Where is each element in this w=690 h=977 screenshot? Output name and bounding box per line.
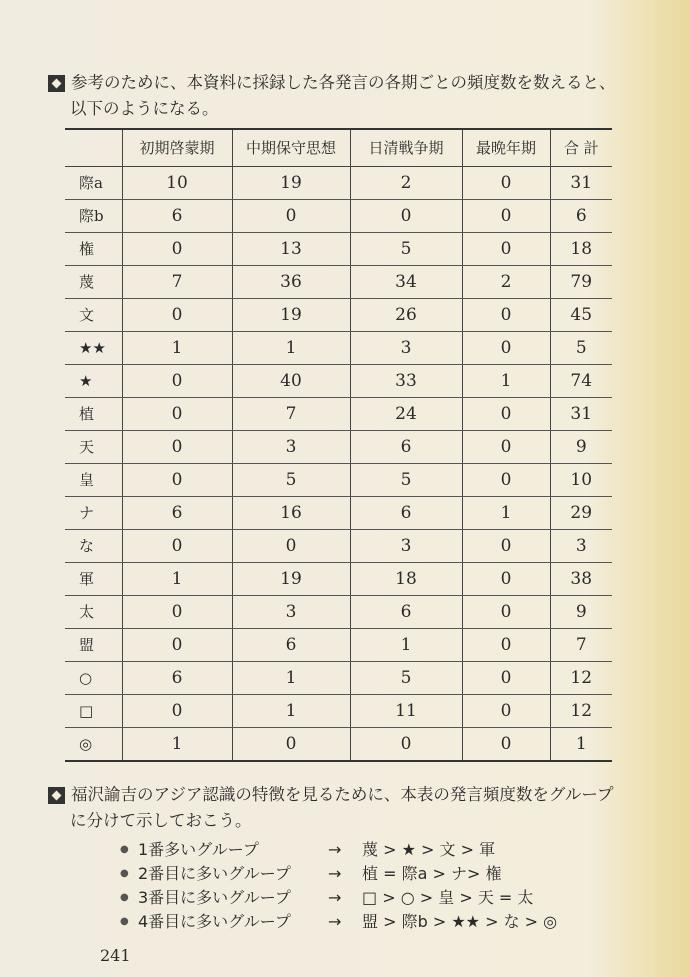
table-cell: 79	[550, 266, 612, 299]
table-cell: 5	[550, 332, 612, 365]
row-label: 蔑	[65, 266, 122, 299]
table-cell: 1	[350, 629, 462, 662]
column-header	[65, 129, 122, 167]
table-cell: 2	[350, 167, 462, 200]
group-order: 蔑 > ★ > 文 > 軍	[362, 840, 496, 859]
bullet-icon: ●	[120, 892, 129, 903]
table-cell: 13	[232, 233, 350, 266]
table-cell: 3	[350, 530, 462, 563]
table-cell: 19	[232, 167, 350, 200]
table-cell: 6	[122, 200, 232, 233]
table-cell: 0	[462, 167, 550, 200]
arrow-icon: →	[328, 912, 342, 931]
table-cell: 6	[350, 497, 462, 530]
diamond-box-icon	[48, 75, 65, 92]
table-cell: 6	[350, 596, 462, 629]
table-cell: 31	[550, 167, 612, 200]
table-cell: 0	[122, 629, 232, 662]
table-header-row	[65, 129, 612, 167]
table-cell: 36	[232, 266, 350, 299]
group-name: 3番目に多いグループ	[138, 888, 291, 907]
table-cell: 0	[462, 431, 550, 464]
table-cell: 5	[350, 662, 462, 695]
table-cell: 45	[550, 299, 612, 332]
intro-line-1: 参考のために、本資料に採録した各発言の各期ごとの頻度数を数えると、	[71, 73, 616, 92]
table-cell: 1	[462, 497, 550, 530]
bullet-icon: ●	[120, 916, 129, 927]
group-order: □ > ○ > 皇 > 天 = 太	[362, 888, 534, 907]
table-cell: 9	[550, 431, 612, 464]
table-cell: 3	[350, 332, 462, 365]
row-label: 際a	[65, 167, 122, 200]
table-cell: 3	[232, 596, 350, 629]
table-cell: 0	[462, 332, 550, 365]
row-label: ○	[65, 662, 122, 695]
table-cell: 18	[350, 563, 462, 596]
table-cell: 3	[232, 431, 350, 464]
table-cell: 11	[350, 695, 462, 728]
table-row	[65, 365, 612, 398]
table-row	[65, 464, 612, 497]
table-cell: 0	[122, 365, 232, 398]
table-cell: 9	[550, 596, 612, 629]
table-cell: 0	[462, 200, 550, 233]
table-cell: 6	[550, 200, 612, 233]
row-label: 皇	[65, 464, 122, 497]
table-cell: 18	[550, 233, 612, 266]
row-label: ◎	[79, 735, 93, 753]
table-cell: 0	[232, 728, 350, 762]
table-cell: 0	[232, 200, 350, 233]
table-cell: 10	[550, 464, 612, 497]
row-label: 際b	[65, 200, 122, 233]
table-cell: 0	[462, 563, 550, 596]
table-cell: 12	[550, 695, 612, 728]
table-cell: 1	[232, 662, 350, 695]
table-cell: 0	[122, 233, 232, 266]
column-header: 初期啓蒙期	[122, 129, 232, 167]
table-cell: 0	[462, 662, 550, 695]
group-list	[120, 838, 557, 934]
diamond-box-icon	[48, 787, 65, 804]
row-label: 太	[65, 596, 122, 629]
table-cell: 0	[462, 398, 550, 431]
group-item	[120, 838, 557, 862]
group-order: 盟 > 際b > ★★ > な > ◎	[362, 912, 558, 931]
arrow-icon: →	[328, 888, 342, 907]
table-cell: 0	[122, 464, 232, 497]
table-cell: 12	[550, 662, 612, 695]
table-row	[65, 662, 612, 695]
table-cell: 6	[122, 662, 232, 695]
column-header: 日清戦争期	[350, 129, 462, 167]
row-label: ★★	[65, 332, 122, 365]
table-cell: 0	[462, 728, 550, 762]
column-header: 合 計	[550, 129, 612, 167]
table-cell: 1	[122, 332, 232, 365]
row-label: 軍	[65, 563, 122, 596]
row-label: 植	[65, 398, 122, 431]
table-cell: 7	[550, 629, 612, 662]
table-row	[65, 431, 612, 464]
table-row	[65, 332, 612, 365]
table-cell: 26	[350, 299, 462, 332]
page-number: 241	[100, 946, 131, 965]
table-cell: 6	[232, 629, 350, 662]
table-cell: 0	[462, 695, 550, 728]
table-cell: 74	[550, 365, 612, 398]
row-label: な	[65, 530, 122, 563]
table-row	[65, 695, 612, 728]
table-cell: 6	[122, 497, 232, 530]
table-cell: 1	[550, 728, 612, 762]
table-cell: 40	[232, 365, 350, 398]
group-name: 4番目に多いグループ	[138, 912, 291, 931]
table-cell: 19	[232, 563, 350, 596]
table-cell: 1	[232, 332, 350, 365]
table-cell: 1	[122, 563, 232, 596]
row-label: 盟	[65, 629, 122, 662]
table-cell: 7	[232, 398, 350, 431]
intro-line-1-row	[48, 70, 648, 96]
table-row	[65, 299, 612, 332]
column-header: 中期保守思想	[232, 129, 350, 167]
table-cell: 0	[462, 299, 550, 332]
bullet-icon: ●	[120, 868, 129, 879]
table-cell: 5	[232, 464, 350, 497]
intro-paragraph	[48, 70, 648, 122]
group-item	[120, 862, 557, 886]
table-row	[65, 233, 612, 266]
group-item	[120, 886, 557, 910]
table-cell: 19	[232, 299, 350, 332]
group-name: 2番目に多いグループ	[138, 864, 291, 883]
arrow-icon: →	[328, 864, 342, 883]
table-row	[65, 728, 612, 762]
column-header: 最晩年期	[462, 129, 550, 167]
row-label: ナ	[65, 497, 122, 530]
table-cell: 0	[350, 728, 462, 762]
table-cell: 2	[462, 266, 550, 299]
table-row	[65, 629, 612, 662]
table-row	[65, 596, 612, 629]
row-label: ★	[65, 365, 122, 398]
table-cell: 38	[550, 563, 612, 596]
outro-line-1: 福沢諭吉のアジア認識の特徴を見るために、本表の発言頻度数をグループ	[71, 785, 614, 804]
table-cell: 31	[550, 398, 612, 431]
table-row	[65, 266, 612, 299]
group-item	[120, 910, 557, 934]
bullet-icon: ●	[120, 844, 129, 855]
table-row	[65, 497, 612, 530]
table-cell: 0	[350, 200, 462, 233]
table-cell: 34	[350, 266, 462, 299]
table-cell: 0	[122, 530, 232, 563]
outro-line-1-row	[48, 782, 648, 808]
table-cell: 3	[550, 530, 612, 563]
table-cell: 5	[350, 464, 462, 497]
table-cell: 0	[462, 530, 550, 563]
row-label: 権	[65, 233, 122, 266]
table-cell: 0	[462, 596, 550, 629]
table-cell: 10	[122, 167, 232, 200]
table-cell: 1	[122, 728, 232, 762]
table-cell: 0	[462, 233, 550, 266]
table-row	[65, 200, 612, 233]
table-cell: 0	[122, 596, 232, 629]
row-label: □	[65, 695, 122, 728]
table-cell: 29	[550, 497, 612, 530]
table-cell: 1	[232, 695, 350, 728]
table-cell: 0	[462, 629, 550, 662]
table-cell: 5	[350, 233, 462, 266]
frequency-table	[65, 128, 612, 762]
table-cell: 33	[350, 365, 462, 398]
table-cell: 0	[232, 530, 350, 563]
table-cell: 0	[122, 695, 232, 728]
arrow-icon: →	[328, 840, 342, 859]
table-cell: 7	[122, 266, 232, 299]
group-order: 植 = 際a > ナ> 権	[362, 864, 502, 883]
table-row	[65, 563, 612, 596]
outro-line-2: に分けて示しておこう。	[70, 811, 252, 830]
table-cell: 0	[122, 299, 232, 332]
table-row	[65, 530, 612, 563]
table-cell: 1	[462, 365, 550, 398]
table-cell: 0	[122, 398, 232, 431]
row-label: 天	[65, 431, 122, 464]
table-row	[65, 167, 612, 200]
table-cell: 0	[462, 464, 550, 497]
intro-line-2: 以下のようになる。	[70, 99, 219, 118]
table-cell: 6	[350, 431, 462, 464]
outro-paragraph	[48, 782, 648, 834]
table-cell: 24	[350, 398, 462, 431]
table-cell: 16	[232, 497, 350, 530]
table-cell: 0	[122, 431, 232, 464]
group-name: 1番多いグループ	[138, 840, 259, 859]
row-label: 文	[65, 299, 122, 332]
table-row	[65, 398, 612, 431]
